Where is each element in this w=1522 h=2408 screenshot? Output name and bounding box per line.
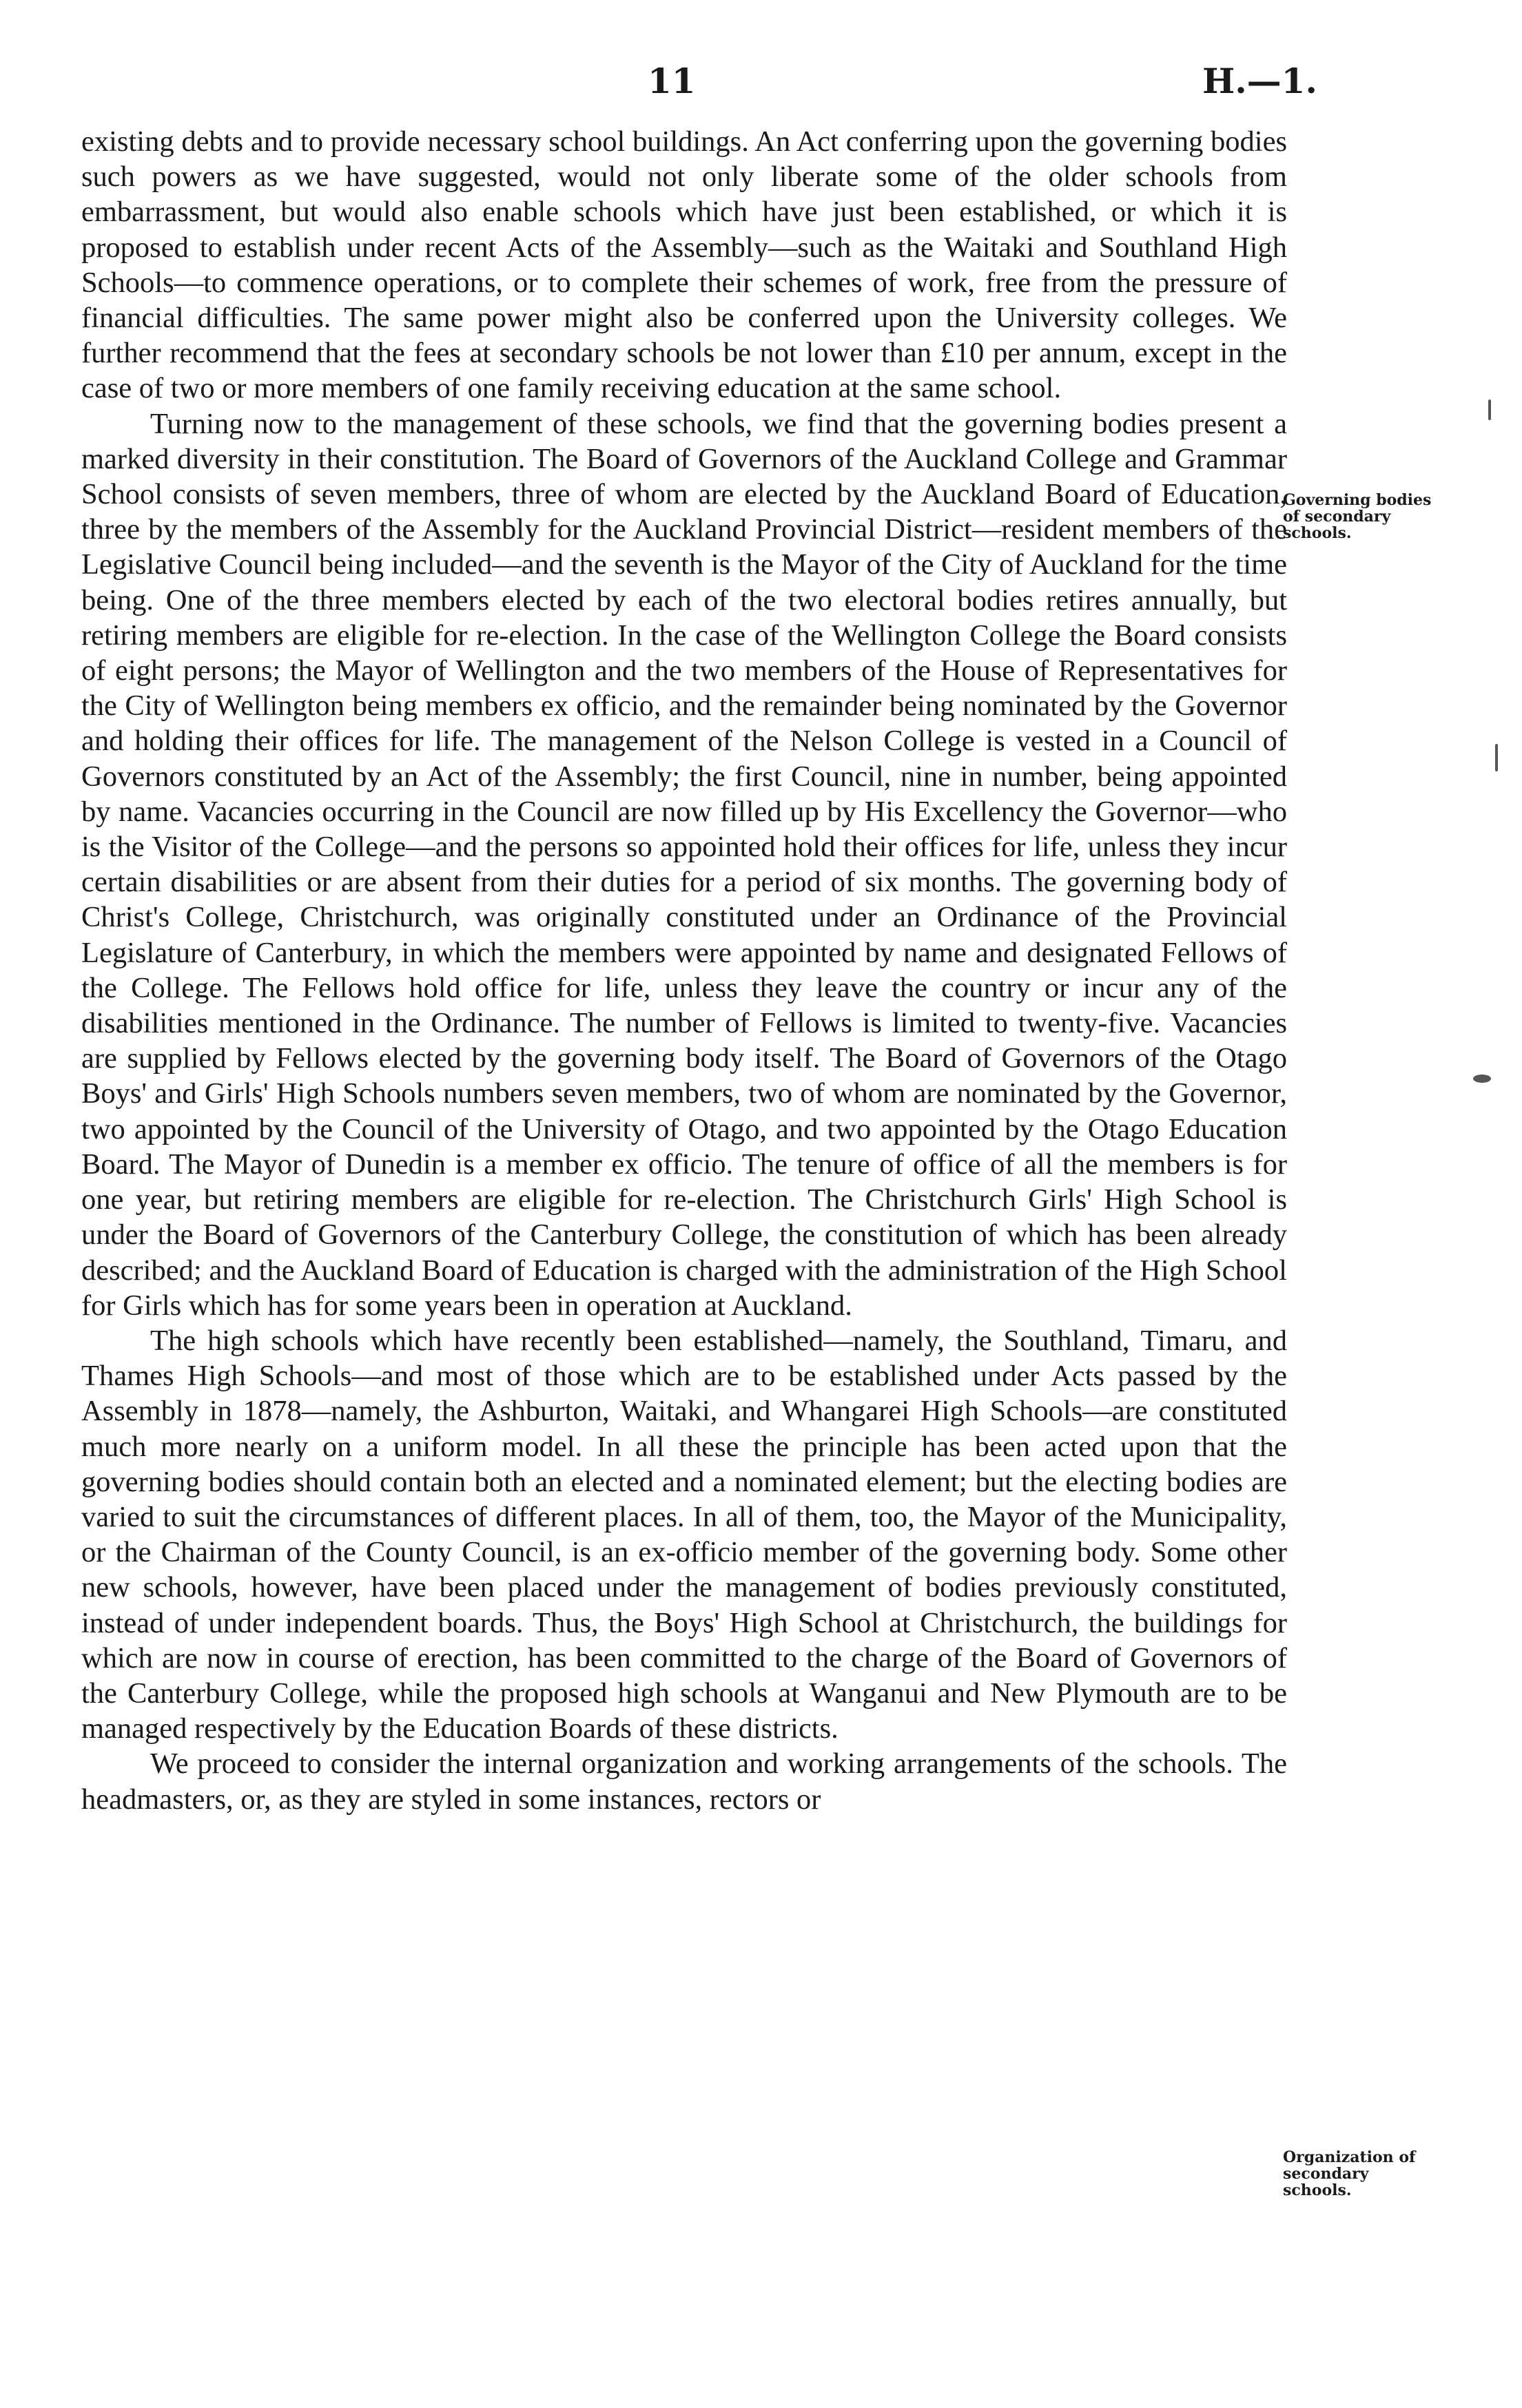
paragraph: We proceed to consider the internal organization and working arrangements of the schools. The headmasters, or, as they are styled in some instances, rectors or	[81, 1747, 1287, 1816]
page-number: 11	[648, 61, 696, 101]
paragraph: Turning now to the management of these schools, we find that the governing bodies present a marked diversity in their constitution. The Board of Governors of the Auckland College and Grammar School consists of seven members, three of whom are elected by the Auckland Board of Education, three by the members of the Assembly for the Auckland Provincial District—resident members of the Legislative Council being included—and the seventh is the Mayor of the City of Auckland for the time being. One of the three members elected by each of the two electoral bodies retires annually, but retiring members are eligible for re-election. In the case of the Wellington College the Board consists of eight persons; the Mayor of Wellington and the two members of the House of Representatives for the City of Wellington being members ex officio, and the remainder being nominated by the Governor and holding their offices for life. The management of the Nelson College is vested in a Council of Governors constituted by an Act of the Assembly; the first Council, nine in number, being appointed by name. Vacancies occurring in the Council are now filled up by His Excellency the Governor—who is the Visitor of the College—and the persons so appointed hold their offices for life, unless they incur certain disabilities or are absent from their duties for a period of six months. The governing body of Christ's College, Christchurch, was originally constituted under an Ordinance of the Provincial Legislature of Canterbury, in which the members were appointed by name and designated Fellows of the College. The Fellows hold office for life, unless they leave the country or incur any of the disabilities mentioned in the Ordinance. The number of Fellows is limited to twenty-five. Vacancies are supplied by Fellows elected by the governing body itself. The Board of Governors of the Otago Boys' and Girls' High Schools numbers seven members, two of whom are nominated by the Governor, two appointed by the Council of the University of Otago, and two appointed by the Otago Education Board. The Mayor of Dunedin is a member ex officio. The tenure of office of all the members is for one year, but retiring members are eligible for re-election. The Christchurch Girls' High School is under the Board of Governors of the Canterbury College, the constitution of which has been already described; and the Auckland Board of Education is charged with the administration of the High School for Girls which has for some years been in operation at Auckland.	[81, 407, 1287, 1322]
page-header	[0, 61, 1522, 109]
paragraph: The high schools which have recently been established—namely, the Southland, Timaru, and Thames High Schools—and most of those which are to be established under Acts passed by the Assembly in 1878—namely, the Ashburton, Waitaki, and Whangarei High Schools—are constituted much more nearly on a uniform model. In all these the principle has been acted upon that the governing bodies should contain both an elected and a nominated element; but the electing bodies are varied to suit the circumstances of different places. In all of them, too, the Mayor of the Municipality, or the Chairman of the County Council, is an ex-officio member of the governing body. Some other new schools, however, have been placed under the management of bodies previously constituted, instead of under independent boards. Thus, the Boys' High School at Christchurch, the buildings for which are now in course of erection, has been committed to the charge of the Board of Governors of the Canterbury College, while the proposed high schools at Wanganui and New Plymouth are to be managed respectively by the Education Boards of these districts.	[81, 1324, 1287, 1745]
margin-note-organization: Organization of secondary schools.	[1283, 2148, 1416, 2199]
ink-smudge	[1488, 399, 1491, 420]
body-text	[81, 124, 1287, 1817]
document-code: H.—1.	[1202, 61, 1317, 101]
ink-smudge	[1473, 1075, 1491, 1083]
ink-smudge	[1495, 744, 1498, 771]
margin-note-governing-bodies: Governing bodies of secondary schools.	[1283, 491, 1432, 542]
paragraph: existing debts and to provide necessary school buildings. An Act conferring upon the governing bodies such powers as we have suggested, would not only liberate some of the older schools from embarrassment, but would also enable schools which have just been established, or which it is proposed to establish under recent Acts of the Assembly—such as the Waitaki and Southland High Schools—to commence operations, or to complete their schemes of work, free from the pressure of financial difficulties. The same power might also be conferred upon the University colleges. We further recommend that the fees at secondary schools be not lower than £10 per annum, except in the case of two or more members of one family receiving education at the same school.	[81, 125, 1287, 405]
